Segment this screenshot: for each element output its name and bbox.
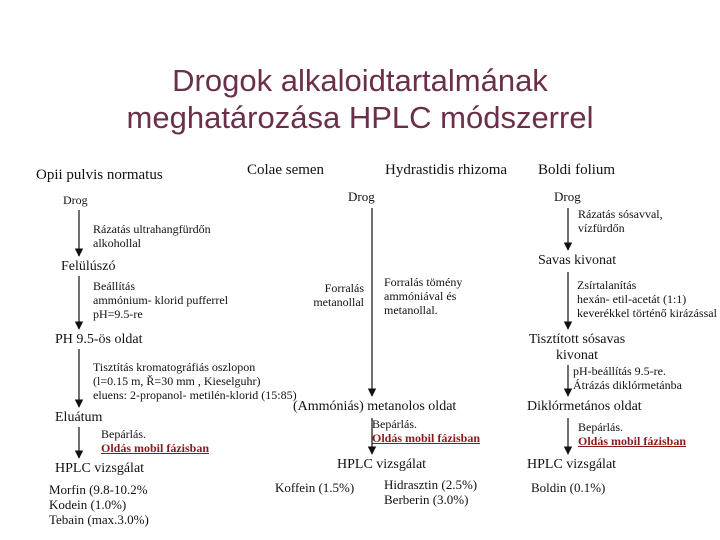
page-title-line-2: meghatározása HPLC módszerrel [126,100,594,135]
column-header-colae: Colae semen [247,162,325,178]
left-ph-solution: PH 9.5-ös oldat [55,332,143,347]
left-step-ph-buffer: Beállítás ammónium- klorid pufferrel pH=9.5-re [93,279,229,321]
middle-coffein-result: Koffein (1.5%) [275,480,355,495]
column-header-opii: Opii pulvis normatus [36,167,163,183]
right-purified-extract: Tisztított sósavas kivonat [528,332,626,364]
right-hplc-analysis: HPLC vizsgálat [527,457,617,472]
column-header-boldi: Boldi folium [538,162,616,178]
left-drog-label: Drog [63,193,88,207]
left-evaporation: Bepárlás. [101,427,146,441]
right-evaporation: Bepárlás. [578,420,623,434]
left-dissolve-mobile-phase: Oldás mobil fázisban [101,441,210,455]
right-step-shake-hcl: Rázatás sósavval, vízfürdőn [578,207,663,235]
middle-ammonia-methanol-solution: (Ammóniás) metanolos oldat [293,399,457,414]
middle-evaporation: Bepárlás. [372,417,417,431]
left-step-shake-ultrasonic: Rázatás ultrahangfürdőn alkohollal [93,222,211,250]
right-dissolve-mobile-phase: Oldás mobil fázisban [578,434,687,448]
left-chromatography-step: Tisztítás kromatográfiás oszlopon (l=0.15 m, Ř=30 mm , Kieselguhr) eluens: 2-propanol- metilén-klorid (15:85) [93,360,297,402]
column-header-hydrastidis: Hydrastidis rhizoma [385,162,508,178]
left-hplc-analysis: HPLC vizsgálat [55,461,145,476]
middle-hplc-analysis: HPLC vizsgálat [337,457,427,472]
right-dcm-solution: Diklórmetános oldat [527,399,642,414]
right-step-ph-adjust: pH-beállítás 9.5-re. Átrázás diklórmetánba [573,364,682,392]
left-eluate: Eluátum [55,410,103,425]
right-step-defatting: Zsírtalanítás hexán- etil-acetát (1:1) keverékkel történő kirázással [577,278,717,320]
right-acid-extract: Savas kivonat [538,253,617,268]
left-results: Morfin (9.8-10.2% Kodein (1.0%) Tebain (max.3.0%) [49,482,149,527]
left-supernatant: Felülúszó [61,259,116,274]
middle-step-boil-ammonia: Forralás tömény ammóniával és metanollal. [384,275,463,317]
right-drog-label: Drog [554,189,581,204]
middle-drog-label: Drog [348,189,375,204]
middle-dissolve-mobile-phase: Oldás mobil fázisban [372,431,481,445]
middle-results: Hidrasztin (2.5%) Berberin (3.0%) [384,477,478,507]
right-boldin-result: Boldin (0.1%) [531,480,606,495]
middle-step-boil-methanol: Forralás metanollal [313,281,364,309]
page-title-line-1: Drogok alkaloidtartalmának [172,63,548,98]
